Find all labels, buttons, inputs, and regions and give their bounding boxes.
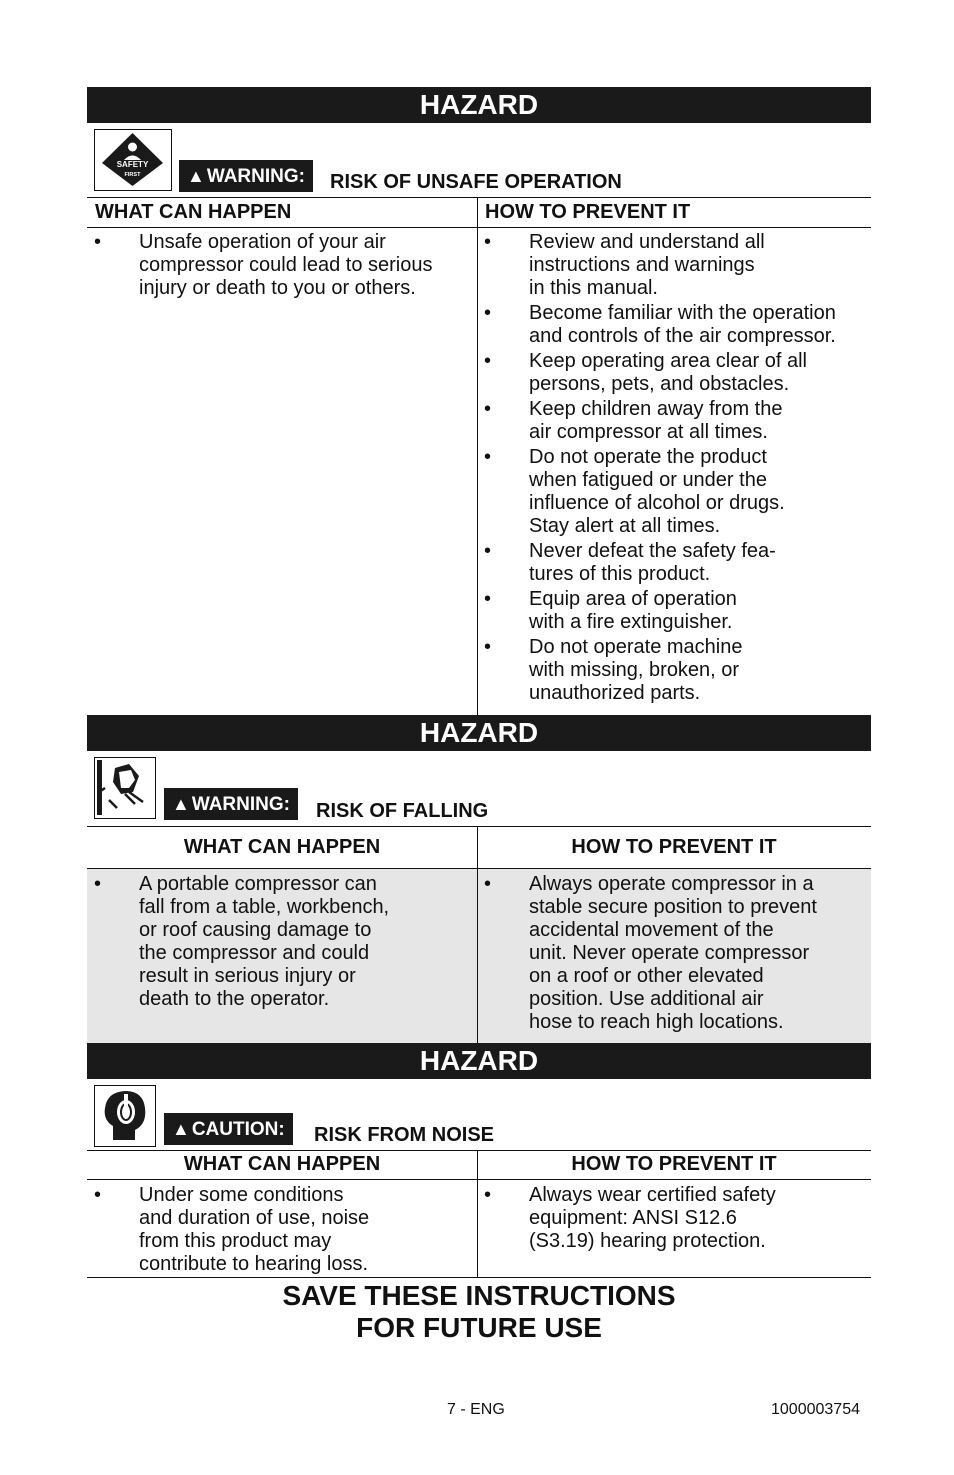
list-item: • Never defeat the safety fea- tures of this product. bbox=[484, 540, 776, 585]
warning-signal-label bbox=[179, 160, 313, 192]
table-top-rule bbox=[87, 197, 871, 198]
list-item: • Become familiar with the operation and controls of the air compressor. bbox=[484, 302, 836, 347]
save-instructions-line-2: FOR FUTURE USE bbox=[356, 1312, 602, 1343]
safety-first-icon bbox=[94, 129, 172, 191]
list-item: • Keep operating area clear of all persons, pets, and obstacles. bbox=[484, 350, 807, 395]
svg-text:SAFETY: SAFETY bbox=[116, 160, 149, 169]
falling-hazard-icon bbox=[94, 757, 156, 819]
signal-word: WARNING: bbox=[206, 166, 305, 187]
hazard-banner-2: HAZARD bbox=[87, 715, 871, 751]
list-item: • A portable compressor can fall from a table, workbench, or roof causing damage to the compressor and could result in serious injury or death to the operator. bbox=[94, 873, 390, 1010]
risk-title: RISK OF UNSAFE OPERATION bbox=[330, 171, 622, 193]
list-item: • Always wear certified safety equipment: ANSI S12.6 (S3.19) hearing protection. bbox=[484, 1184, 776, 1252]
list-item: • Do not operate machine with missing, broken, or unauthorized parts. bbox=[484, 636, 743, 704]
safety-first-symbol bbox=[95, 130, 170, 189]
list-item: • Review and understand all instructions and warnings in this manual. bbox=[484, 231, 765, 299]
save-instructions-line-1: SAVE THESE INSTRUCTIONS bbox=[282, 1280, 676, 1311]
document-number: 1000003754 bbox=[771, 1401, 860, 1418]
how-to-prevent-list bbox=[478, 873, 870, 1036]
what-can-happen-list bbox=[88, 1184, 473, 1278]
alert-triangle-icon: ▲ bbox=[187, 166, 205, 186]
list-item: • Equip area of operation with a fire extinguisher. bbox=[484, 588, 737, 633]
hazard-banner-1: HAZARD bbox=[87, 87, 871, 123]
svg-text:FIRST: FIRST bbox=[124, 172, 141, 178]
table-top-rule bbox=[87, 826, 871, 827]
column-header-what: WHAT CAN HAPPEN bbox=[183, 1153, 381, 1175]
how-to-prevent-list bbox=[478, 231, 870, 707]
header-rule bbox=[87, 227, 871, 228]
how-to-prevent-list bbox=[478, 1184, 870, 1255]
header-rule bbox=[87, 868, 871, 869]
risk-title: RISK FROM NOISE bbox=[314, 1124, 495, 1146]
list-item: • Unsafe operation of your air compressor could lead to serious injury or death to you or others. bbox=[94, 231, 433, 299]
signal-word: CAUTION: bbox=[191, 1119, 285, 1140]
signal-word: WARNING: bbox=[191, 794, 290, 815]
hazard-banner-3: HAZARD bbox=[87, 1043, 871, 1079]
column-header-how: HOW TO PREVENT IT bbox=[485, 201, 691, 223]
caution-signal-label bbox=[164, 1113, 293, 1145]
column-header-how: HOW TO PREVENT IT bbox=[571, 1153, 777, 1175]
table-bottom-rule bbox=[87, 1277, 871, 1278]
what-can-happen-list bbox=[88, 873, 473, 1013]
list-item: • Always operate compressor in a stable secure position to prevent accidental movement of the unit. Never operate compressor on a roof or other elevated position. Use additional air hose to reach high locations. bbox=[484, 873, 817, 1033]
table-top-rule bbox=[87, 1150, 871, 1151]
what-can-happen-list bbox=[88, 231, 473, 302]
page-number: 7 - ENG bbox=[447, 1401, 505, 1418]
head-ear-symbol bbox=[95, 1086, 154, 1145]
list-item: • Keep children away from the air compressor at all times. bbox=[484, 398, 783, 443]
column-header-what: WHAT CAN HAPPEN bbox=[183, 836, 381, 858]
warning-signal-label bbox=[164, 788, 298, 820]
falling-symbol bbox=[95, 758, 154, 817]
alert-triangle-icon: ▲ bbox=[172, 794, 190, 814]
column-header-how: HOW TO PREVENT IT bbox=[571, 836, 777, 858]
header-rule bbox=[87, 1179, 871, 1180]
list-item: • Under some conditions and duration of use, noise from this product may contribute to hearing loss. bbox=[94, 1184, 370, 1275]
alert-triangle-icon: ▲ bbox=[172, 1119, 190, 1139]
risk-title: RISK OF FALLING bbox=[316, 800, 489, 822]
list-item: • Do not operate the product when fatigued or under the influence of alcohol or drugs. Stay alert at all times. bbox=[484, 446, 785, 537]
hearing-protection-icon bbox=[94, 1085, 156, 1147]
column-header-what: WHAT CAN HAPPEN bbox=[95, 201, 292, 223]
